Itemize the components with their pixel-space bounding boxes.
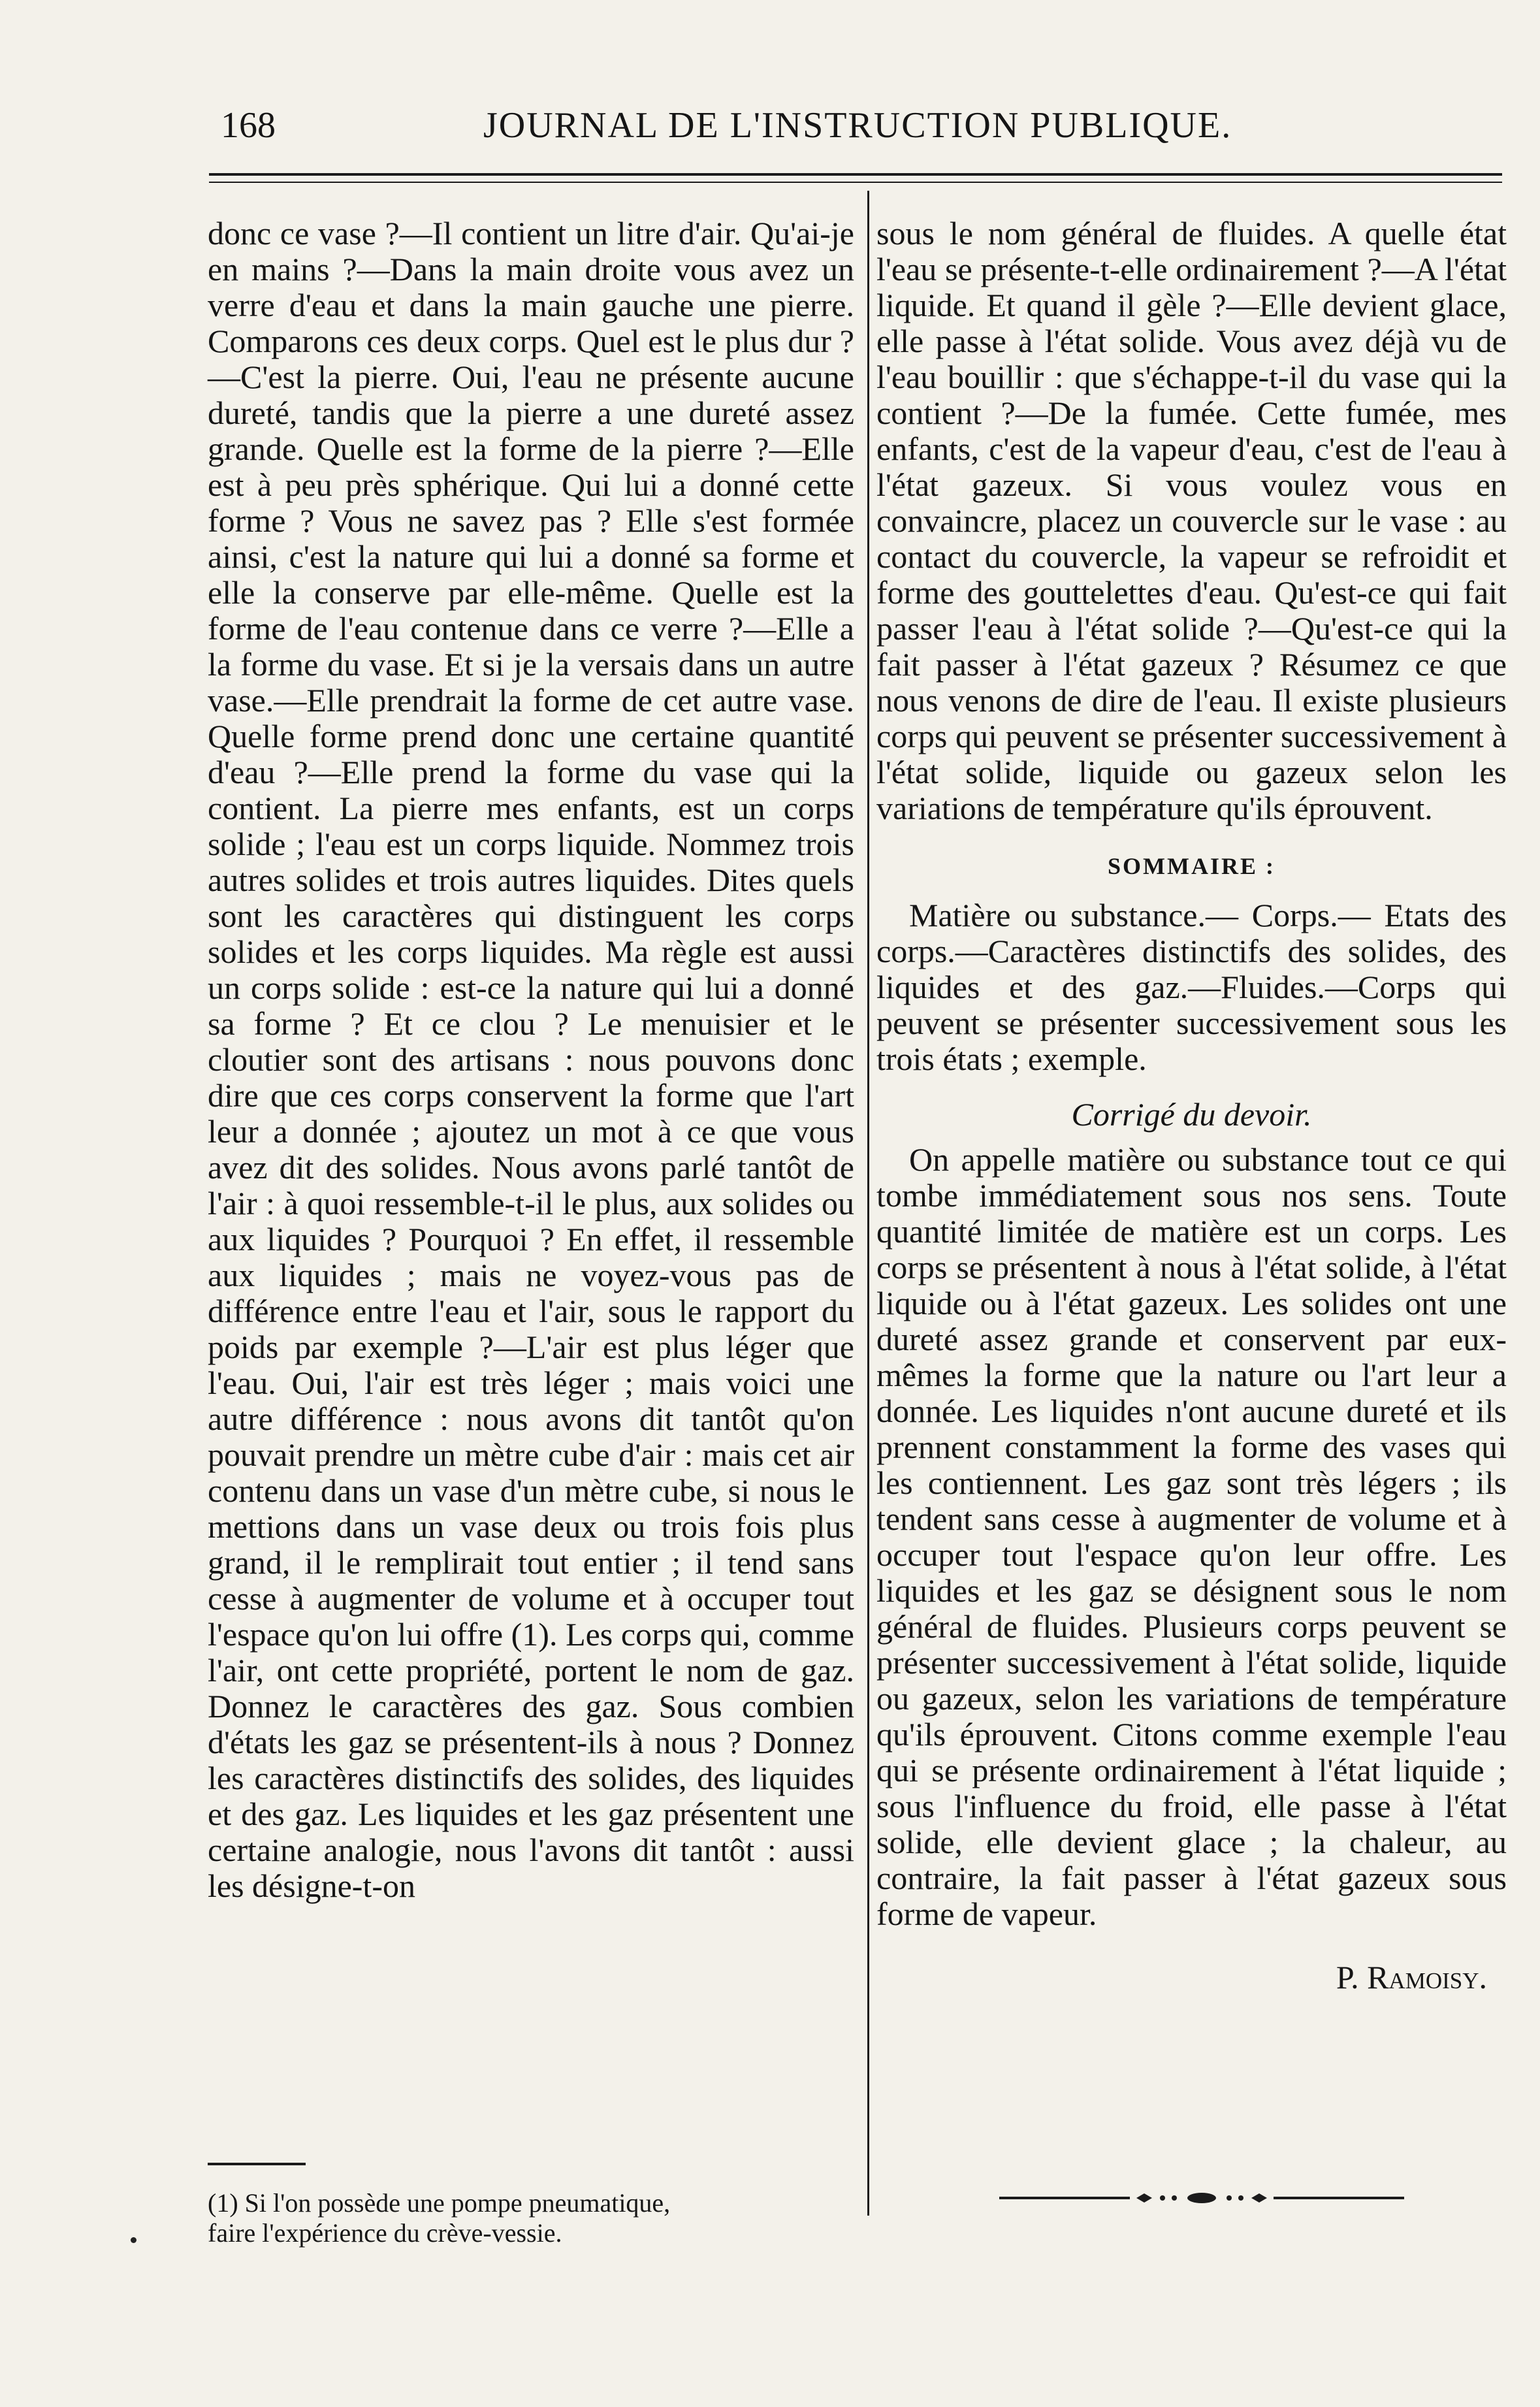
left-column bbox=[208, 216, 854, 1904]
page-number: 168 bbox=[221, 105, 276, 146]
margin-mark bbox=[131, 2237, 136, 2243]
page-header bbox=[209, 98, 1502, 157]
column-divider bbox=[867, 191, 869, 2216]
corrige-heading: Corrigé du devoir. bbox=[1071, 1096, 1312, 1133]
header-rule-thick bbox=[209, 173, 1502, 176]
sommaire-heading: SOMMAIRE : bbox=[1108, 853, 1275, 879]
right-column bbox=[876, 216, 1507, 1995]
sommaire-text: Matière ou substance.— Corps.— Etats des corps.—Caractères distinctifs des solides, des liquides et des gaz.—Fluides.—Corps qui peuvent se présenter successivement sous les trois états ; exemple. bbox=[876, 897, 1507, 1077]
left-column-text: donc ce vase ?—Il contient un litre d'air. Qu'ai-je en mains ?—Dans la main droite vous avez un verre d'eau et dans la main gauche une pierre. Comparons ces deux corps. Quel est le plus dur ?—C'est la pierre. Oui, l'eau ne présente aucune dureté, tandis que la pierre a une dureté assez grande. Quelle est la forme de la pierre ?—Elle est à peu près sphérique. Qui lui a donné cette forme ? Vous ne savez pas ? Elle s'est formée ainsi, c'est la nature qui lui a donné sa forme et elle la conserve par elle-même. Quelle est la forme de l'eau contenue dans ce verre ?—Elle a la forme du vase. Et si je la versais dans un autre vase.—Elle prendrait la forme de cet autre vase. Quelle forme prend donc une certaine quantité d'eau ?—Elle prend la forme du vase qui la contient. La pierre mes enfants, est un corps solide ; l'eau est un corps liquide. Nommez trois autres solides et trois autres liquides. Dites quels sont les caractères qui distinguent les corps solides et les corps liquides. Ma règle est aussi un corps solide : est-ce la nature qui lui a donné sa forme ? Et ce clou ? Le menuisier et le cloutier sont des artisans : nous pouvons donc dire que ces corps conservent la forme que l'art leur a donnée ; ajoutez un mot à ce que vous avez dit des solides. Nous avons parlé tantôt de l'air : à quoi ressemble-t-il le plus, aux solides ou aux liquides ? Pourquoi ? En effet, il ressemble aux liquides ; mais ne voyez-vous pas de différence entre l'eau et l'air, sous le rapport du poids par exemple ?—L'air est plus léger que l'eau. Oui, l'air est très léger ; mais voici une autre différence : nous avons dit tantôt qu'on pouvait prendre un mètre cube d'air : mais cet air contenu dans un vase d'un mètre cube, si nous le mettions dans un vase deux ou trois fois plus grand, il le remplirait tout entier ; il tend sans cesse à augmenter de volume et à occuper tout l'espace qu'on lui offre (1). Les corps qui, comme l'air, ont cette propriété, portent le nom de gaz. Donnez le caractères des gaz. Sous combien d'états les gaz se présentent-ils à nous ? Donnez les caractères distinctifs des solides, des liquides et des gaz. Les liquides et les gaz présentent une certaine analogie, nous l'avons dit tantôt : aussi les désigne-t-on bbox=[208, 215, 854, 1904]
header-rule-thin bbox=[209, 182, 1502, 183]
running-head: JOURNAL DE L'INSTRUCTION PUBLIQUE. bbox=[483, 105, 1232, 146]
footnote-rule bbox=[208, 2163, 306, 2165]
author-signature: P. Ramoisy. bbox=[1336, 1959, 1487, 1995]
right-column-text: sous le nom général de fluides. A quelle état l'eau se présente-t-elle ordinairement ?—A l'état liquide. Et quand il gèle ?—Elle devient glace, elle passe à l'état solide. Vous avez déjà vu de l'eau bouillir : que s'échappe-t-il du vase qui la contient ?—De la fumée. Cette fumée, mes enfants, c'est de la vapeur d'eau, c'est de l'eau à l'état gazeux. Si vous voulez vous en convaincre, placez un couvercle sur le vase : au contact du couvercle, la vapeur se refroidit et forme des gouttelettes d'eau. Qu'est-ce qui fait passer l'eau à l'état solide ?—Qu'est-ce qui la fait passer à l'état gazeux ? Résumez ce que nous venons de dire de l'eau. Il existe plusieurs corps qui peuvent se présenter successivement à l'état solide, liquide ou gazeux selon les variations de température qu'ils éprouvent. bbox=[876, 215, 1507, 826]
footnote-line-2: faire l'expérience du crève-vessie. bbox=[208, 2218, 562, 2248]
corrige-text: On appelle matière ou substance tout ce qui tombe immédiatement sous nos sens. Toute quantité limitée de matière est un corps. Les corps se présentent à nous à l'état solide, à l'état liquide ou à l'état gazeux. Les solides ont une dureté assez grande et conservent par eux-mêmes la forme que la nature ou l'art leur a donnée. Les liquides n'ont aucune dureté et ils prennent constamment la forme des vases qui les contiennent. Les gaz sont très légers ; ils tendent sans cesse à augmenter de volume et à occuper tout l'espace qu'on leur offre. Les liquides et les gaz se désignent sous le nom général de fluides. Plusieurs corps peuvent se présenter successivement à l'état solide, liquide ou gazeux, selon les variations de température qu'ils éprouvent. Citons comme exemple l'eau qui se présente ordinairement à l'état liquide ; sous l'influence du froid, elle passe à l'état solide, elle devient glace ; la chaleur, au contraire, la fait passer à l'état gazeux sous forme de vapeur. bbox=[876, 1141, 1507, 1932]
footnote-line-1: (1) Si l'on possède une pompe pneumatique, bbox=[208, 2188, 671, 2218]
ornament-divider bbox=[999, 2185, 1404, 2211]
footnote bbox=[208, 2188, 854, 2248]
